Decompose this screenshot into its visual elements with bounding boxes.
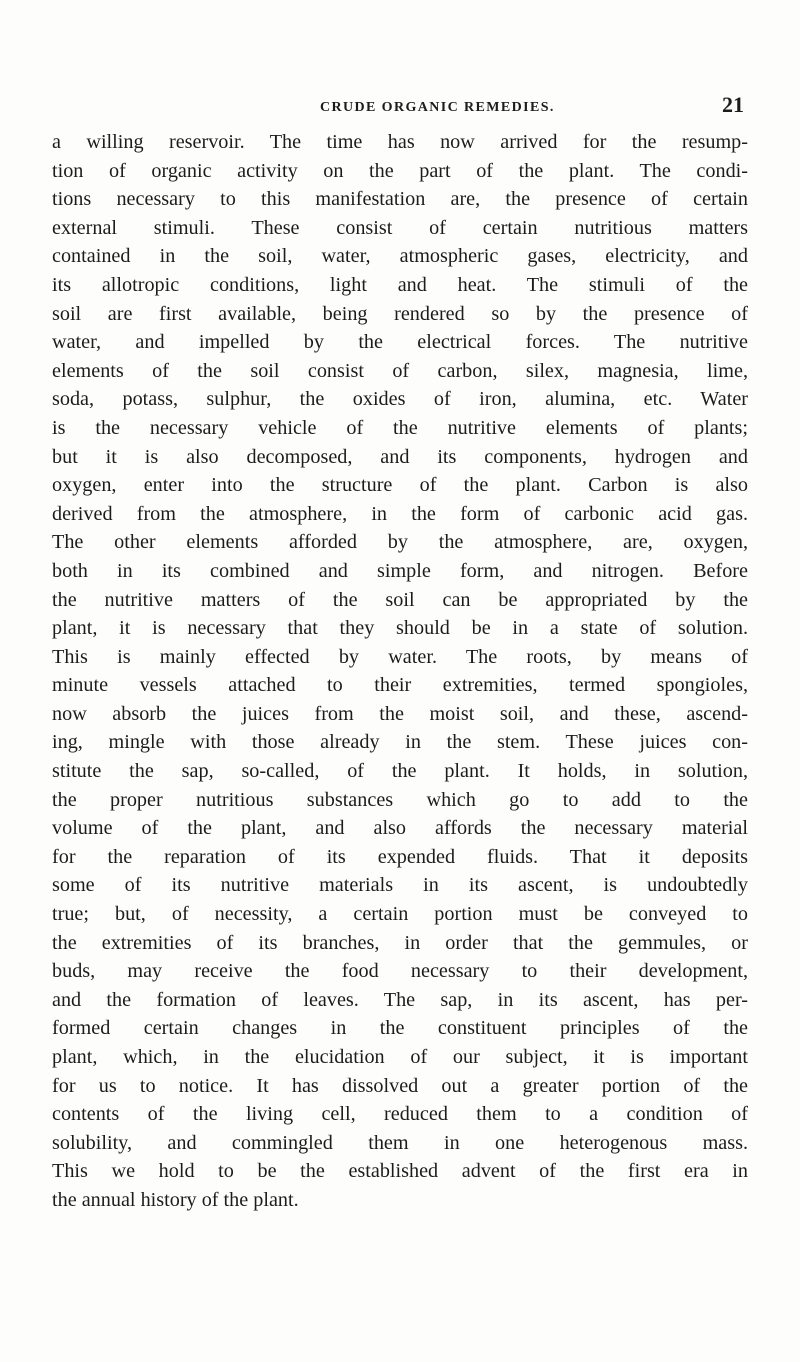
text-line: water, and impelled by the electrical forces. The nutritive bbox=[52, 331, 748, 354]
text-line: and the formation of leaves. The sap, in its ascent, has per- bbox=[52, 988, 748, 1011]
page-header bbox=[0, 92, 800, 122]
text-line: now absorb the juices from the moist soil, and these, ascend- bbox=[52, 702, 748, 725]
text-line: soil are first available, being rendered so by the presence of bbox=[52, 302, 748, 325]
text-line: its allotropic conditions, light and heat. The stimuli of the bbox=[52, 273, 748, 296]
text-line: contained in the soil, water, atmospheric gases, electricity, and bbox=[52, 245, 748, 268]
text-line: plant, it is necessary that they should be in a state of solution. bbox=[52, 617, 748, 640]
text-line: tion of organic activity on the part of the plant. The condi- bbox=[52, 159, 748, 182]
text-line: volume of the plant, and also affords the necessary material bbox=[52, 817, 748, 840]
text-line: external stimuli. These consist of certain nutritious matters bbox=[52, 216, 748, 239]
text-line: some of its nutritive materials in its ascent, is undoubtedly bbox=[52, 874, 748, 897]
text-line: both in its combined and simple form, and nitrogen. Before bbox=[52, 559, 748, 582]
text-line: The other elements afforded by the atmosphere, are, oxygen, bbox=[52, 531, 748, 554]
text-line: for the reparation of its expended fluids. That it deposits bbox=[52, 845, 748, 868]
page-number: 21 bbox=[722, 92, 744, 117]
text-line: contents of the living cell, reduced them to a condition of bbox=[52, 1103, 748, 1126]
text-line: a willing reservoir. The time has now arrived for the resump- bbox=[52, 131, 748, 153]
text-line: true; but, of necessity, a certain portion must be conveyed to bbox=[52, 903, 748, 926]
text-line: soda, potass, sulphur, the oxides of iron, alumina, etc. Water bbox=[52, 388, 748, 411]
text-line: for us to notice. It has dissolved out a greater portion of the bbox=[52, 1074, 748, 1097]
text-line: is the necessary vehicle of the nutritive elements of plants; bbox=[52, 416, 748, 439]
text-line: solubility, and commingled them in one heterogenous mass. bbox=[52, 1131, 748, 1154]
running-title: CRUDE ORGANIC REMEDIES. bbox=[320, 100, 555, 115]
body-paragraph bbox=[52, 128, 748, 1215]
text-line: derived from the atmosphere, in the form of carbonic acid gas. bbox=[52, 502, 748, 525]
text-line: This is mainly effected by water. The roots, by means of bbox=[52, 645, 748, 668]
text-line: stitute the sap, so-called, of the plant. It holds, in solution, bbox=[52, 760, 748, 783]
text-line: This we hold to be the established advent of the first era in bbox=[52, 1160, 748, 1183]
text-line: the proper nutritious substances which go to add to the bbox=[52, 788, 748, 811]
text-line: minute vessels attached to their extremities, termed spongioles, bbox=[52, 674, 748, 697]
text-line: the extremities of its branches, in order that the gemmules, or bbox=[52, 931, 748, 954]
text-line: elements of the soil consist of carbon, silex, magnesia, lime, bbox=[52, 359, 748, 382]
text-line: buds, may receive the food necessary to their development, bbox=[52, 960, 748, 983]
text-line: ing, mingle with those already in the stem. These juices con- bbox=[52, 731, 748, 754]
text-line: oxygen, enter into the structure of the plant. Carbon is also bbox=[52, 474, 748, 497]
text-line: the annual history of the plant. bbox=[52, 1188, 299, 1211]
text-line: tions necessary to this manifestation are, the presence of certain bbox=[52, 188, 748, 211]
text-line: plant, which, in the elucidation of our subject, it is important bbox=[52, 1046, 748, 1068]
text-line: the nutritive matters of the soil can be appropriated by the bbox=[52, 588, 748, 611]
text-line: formed certain changes in the constituent principles of the bbox=[52, 1017, 748, 1040]
text-line: but it is also decomposed, and its components, hydrogen and bbox=[52, 445, 748, 468]
